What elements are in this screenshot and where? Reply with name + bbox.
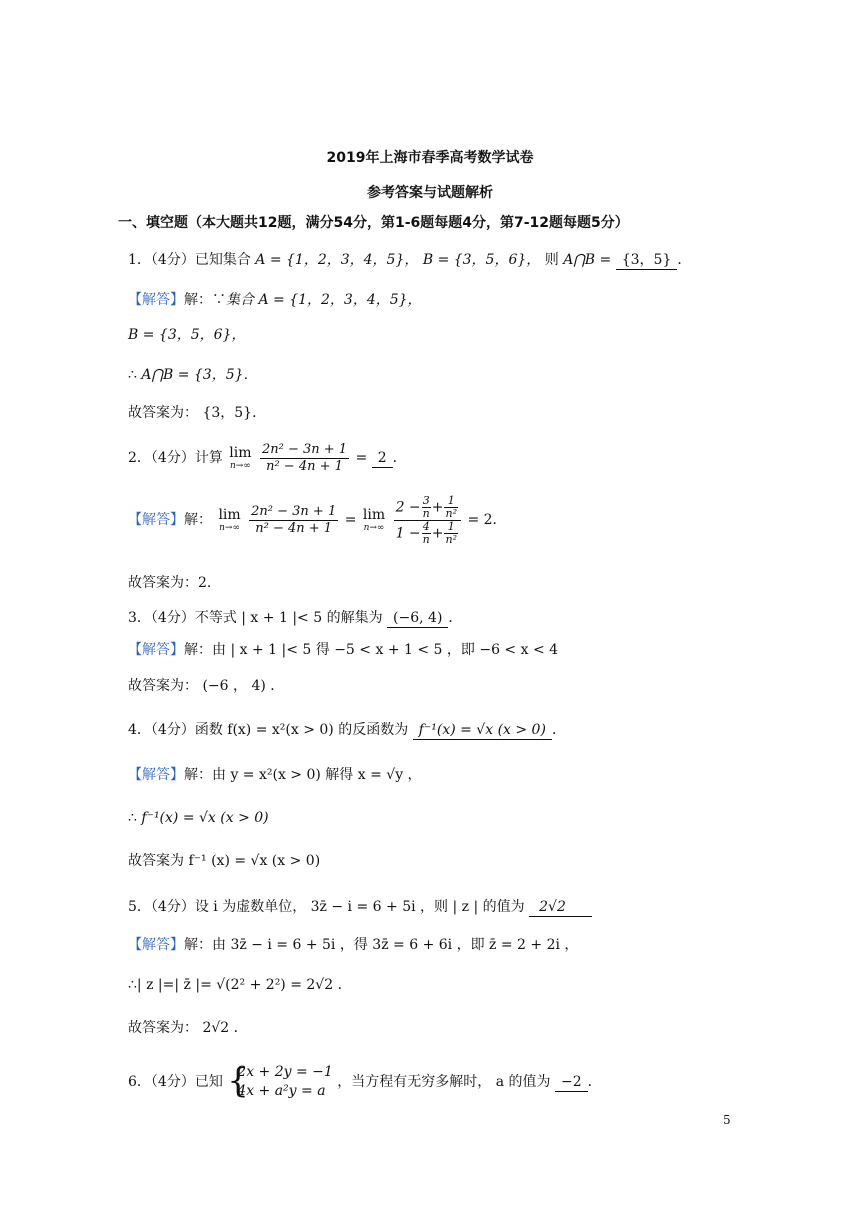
q1-set-b: B = {3，5，6}， [422,252,541,268]
q4-sol-text: 由 y = x²(x > 0) 解得 x = √y ， [212,767,422,783]
q1-expr: A⋂B = [563,252,612,268]
q2-sol-result: = 2． [467,512,507,528]
q2-limit: lim n→∞ [229,445,252,471]
therefore-symbol: ∴ [128,810,137,826]
brace-icon: { [227,1061,249,1101]
page-subtitle: 参考答案与试题解析 [367,185,493,201]
q5-stem-text: 5．（4分）设 i 为虚数单位， 3z̄ − i = 6 + 5i ，则 | z | 的值为 [128,899,525,915]
q1-solution-1 [128,290,422,310]
answer-tag: 【解答】 [128,767,184,783]
jie-label: 解： [184,767,212,783]
q2-sol-eq: = [344,512,357,528]
section-heading: 一、填空题（本大题共12题，满分54分，第1-6题每题4分，第7-12题每题5分） [118,215,629,231]
q1-final: 故答案为： {3，5}． [128,405,267,421]
q2-stem-text: 2．（4分）计算 [128,450,223,466]
q3-solution [128,640,558,660]
page-title: 2019年上海市春季高考数学试卷 [326,150,534,166]
q1-then: 则 [544,252,559,268]
because-symbol: ∵ [212,292,226,308]
q1-stem-text: 1．（4分）已知集合 [128,252,251,268]
jie-label: 解： [184,937,212,953]
q1-stem: 1．（4分）已知集合 A = {1，2，3，4，5}， B = {3，5，6}， 则 A⋂B = {3，5} ． [128,252,692,268]
q4-stem: 4．（4分）函数 f(x) = x²(x > 0) 的反函数为 f⁻¹(x) = √x (x > 0) ． [128,722,566,738]
q5-solution-2 [128,975,352,995]
answer-tag: 【解答】 [128,937,184,953]
q1-sol-line3: A⋂B = {3，5}． [141,367,258,383]
answer-tag: 【解答】 [128,642,184,658]
q1-answer-blank: {3，5} [616,251,678,270]
q5-sol-text: 由 3z̄ − i = 6 + 5i ，得 3z̄ = 6 + 6i ，即 z̄ = 2 + 2i ， [212,937,579,953]
q6-end: ． [587,1074,602,1090]
jie-label: 解： [184,642,212,658]
q6-eq2: 4x + a²y = a [237,1083,326,1099]
q5-answer-blank: 2√2 [529,898,592,917]
q4-solution-2 [128,808,269,828]
q3-answer-blank: (−6, 4) [387,609,448,628]
q6-answer-blank: −2 [555,1073,588,1092]
q2-final: 故答案为：2． [128,575,221,591]
q2-solution [128,490,507,550]
q1-sol-line1: 集合 A = {1，2，3，4，5}， [226,292,422,308]
q2-fraction: $\frac{\text{2n² − 3n + 1}}{\text{n² − 4n + 1}}$ [261,441,348,474]
q3-final: 故答案为： (−6 ， 4) ． [128,678,285,694]
q2-sol-limit-1: lim n→∞ [218,507,241,533]
q4-sol2: f⁻¹(x) = √x (x > 0) [141,810,269,826]
q4-stem-text: 4．（4分）函数 f(x) = x²(x > 0) 的反函数为 [128,722,409,738]
page-number: 5 [723,1113,731,1127]
q2-sol-fraction-2: 2 − $\frac{3}{n}$ + $\frac{1}{\text{n²}}$ 1 − $\frac{4}{n}$ + $\frac{1}{\text{n²}}$ [394,495,461,546]
q4-answer-blank: f⁻¹(x) = √x (x > 0) [413,721,552,740]
q3-stem-text: 3．（4分）不等式 | x + 1 |< 5 的解集为 [128,610,383,626]
q2-sol-limit-2: lim n→∞ [362,507,386,533]
q5-sol2: | z |=| z̄ |= √(2² + 2²) = 2√2 ． [136,977,352,993]
q4-solution [128,765,422,785]
therefore-symbol: ∴ [128,977,137,993]
jie-label: 解： [184,512,212,528]
q1-set-a: A = {1，2，3，4，5}， [255,252,419,268]
q2-eq: = [355,450,368,466]
q5-solution [128,935,578,955]
q1-solution-3 [128,365,258,385]
q1-sol-line2: B = {3，5，6}， [128,327,246,343]
q2-stem: 2．（4分）计算 lim n→∞ $\frac{\text{2n² − 3n + 1}}{\text{n² − 4n + 1}}$ = 2 ． [128,441,407,474]
q5-stem [128,897,592,917]
q2-sol-fraction-1: $\frac{\text{2n² − 3n + 1}}{\text{n² − 4n + 1}}$ [251,503,337,536]
q2-answer-blank: 2 [372,449,393,468]
q6-stem [128,1060,602,1104]
answer-tag: 【解答】 [128,292,184,308]
q4-final: 故答案为 f⁻¹ (x) = √x (x > 0) [128,853,321,869]
q3-stem: 3．（4分）不等式 | x + 1 |< 5 的解集为 (−6, 4) ． [128,610,463,626]
q3-sol-text: 由 | x + 1 |< 5 得 −5 < x + 1 < 5 ，即 −6 < x < 4 [212,642,559,658]
q6-eq1: 2x + 2y = −1 [237,1064,333,1080]
q6-condition: ，当方程有无穷多解时， a 的值为 [337,1074,551,1090]
answer-tag: 【解答】 [128,512,184,528]
q6-stem-text: 6．（4分）已知 [128,1074,223,1090]
therefore-symbol: ∴ [128,367,137,383]
q5-final: 故答案为： 2√2 ． [128,1020,248,1036]
q6-equation-system [227,1063,333,1101]
jie-label: 解： [184,292,212,308]
